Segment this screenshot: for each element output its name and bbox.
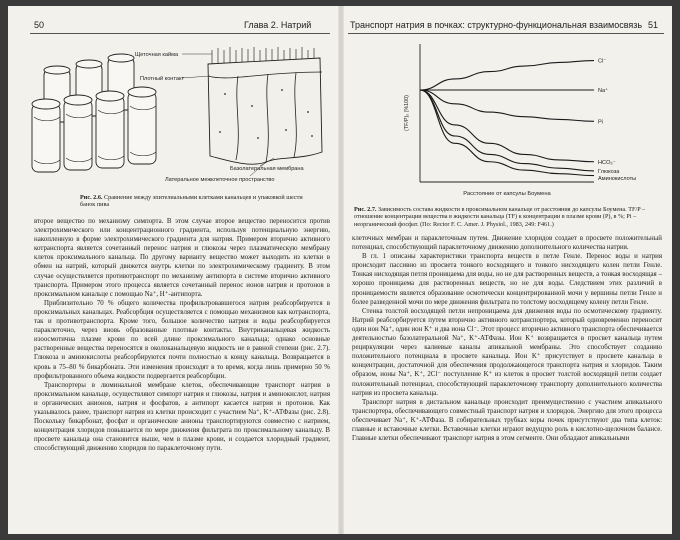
series-label-3: Pi xyxy=(598,119,603,126)
can-front-4 xyxy=(128,87,156,164)
series-label-2: Na⁺ xyxy=(598,88,609,94)
label-dense-contact: Плотный контакт xyxy=(140,76,185,82)
can-front-3 xyxy=(96,91,124,168)
left-paragraph-2: Приблизительно 70 % общего количества профильтровавшегося натрия реабсорбируется в проксимальных канальцах. Реабсорбция осуществляется с помощью механизмов как котранспорта, так и противотранспорта. Кроме того, большое количество натрия и воды реабсорбируется параклеточно, через вновь образованные плотные контакты. Внутриканальцевая жидкость изоосмотична плазме крови по всей длине проксимального канальца; однако основные растворенные вещества переносятся в околоканальцевую жидкость не в равной степени (рис. 2.7). Глюкоза и аминокислоты реабсорбируются почти полностью к концу канальца. Возвращается в кровь в 75–80 % бикарбоната. Эти изменения происходят в то время, когда лишь примерно 50 % профильтрованного объема жидкости подвергается реабсорбции. xyxy=(34,299,330,380)
six-pack-figure xyxy=(30,42,334,192)
series-label-5: Глюкоза xyxy=(598,168,620,175)
epithelial-cells xyxy=(208,58,322,164)
right-paragraph-4: Транспорт натрия в дистальном канальце происходит преимущественно с участием апикального транспортера, обеспечивающего совместный транспорт натрия и хлоридов. Энергию для этого процесса обеспечивает Na⁺, K⁺-АТФаза. В собирательных трубках коры почек присутствуют два типа клеток: главные и вставочные клетки. Вставочные клетки играют ведущую роль в кислотно-щелочном балансе. Главные клетки обеспечивают транспорт натрия в этом сегменте. Они обладают апикальными xyxy=(352,398,662,443)
figure-2-6-caption xyxy=(80,194,316,209)
series-label-6: Аминокислоты xyxy=(598,175,637,182)
figure-2-7-number: Рис. 2.7. xyxy=(354,206,377,213)
right-running-head: Транспорт натрия в почках: структурно-функциональная взаимосвязь xyxy=(350,20,643,30)
label-lateral-space: Латеральное межклеточное пространство xyxy=(165,177,275,183)
series-line-3 xyxy=(420,90,594,121)
can-front-1 xyxy=(32,99,60,172)
left-page-number: 50 xyxy=(34,20,45,30)
right-page-number: 51 xyxy=(648,20,659,30)
can-front-2 xyxy=(64,95,92,170)
book-spread xyxy=(8,6,672,534)
left-page xyxy=(8,6,338,534)
label-brush-border: Щеточная кайма xyxy=(135,52,179,58)
tubule-composition-chart xyxy=(348,38,664,206)
figure-2-7-caption xyxy=(354,206,660,228)
left-running-head: Глава 2. Натрий xyxy=(244,20,312,30)
figure-2-6-number: Рис. 2.6. xyxy=(80,194,103,201)
x-axis-label: Расстояние от капсулы Боумена xyxy=(463,191,551,197)
left-paragraph-1: второе вещество по механизму симпорта. В этом случае второе вещество переносится против электрохимического или концентрационного градиента, используя потенциальную энергию, накопленную в форме электрохимического градиента для натрия. Примером вторично активного котранспорта является сочетанный перенос натрия и глюкозы через плазматическую мембрану клеток проксимального канальца. По другому варианту вещество может выходить из клетки в обмен на натрий, который движется внутрь клетки по электрохимическому градиенту. В этом случае осуществляется противотранспорт по механизму антипорта в системе вторично активного транспорта. Примером этого процесса является сочетанный перенос ионов натрия и протонов в проксимальном канальце с помощью Na⁺, H⁺-антипорта. xyxy=(34,218,330,298)
figure-2-6-text: Сравнение между эпителиальными клетками канальцев и упаковкой шести банок пива xyxy=(80,194,303,209)
right-header-rule xyxy=(348,33,664,34)
figure-2-7-text: Зависимость состава жидкости в проксимальном канальце от расстояния до капсулы Боумена. TF/P – отношение концентрации вещества в жидкости канальца (TF) к концентрации в плазме крови (P), в %; Pi – неорганический фосфат. (По: Rector F. C. Amer. J. Physiol., 1983, 249: F461.) xyxy=(354,206,646,228)
y-axis-label: (TF/P)ₓ (%100) xyxy=(404,95,410,131)
left-header-rule xyxy=(30,33,330,34)
right-body-text xyxy=(352,234,662,443)
right-page xyxy=(344,6,672,534)
series-line-4 xyxy=(420,90,594,162)
series-label-1: Cl⁻ xyxy=(598,58,607,65)
right-paragraph-1: клеточных мембран и параклеточным путем. Движение хлоридов создает в просвете положительный потенциал, способствующий параклеточному движению дополнительного количества натрия. xyxy=(352,235,662,252)
right-paragraph-3: Стенка толстой восходящей петли непроницаема для движения воды по осмотическому градиенту. Натрий реабсорбируется путем вторично активного котранспортера, который одновременно переносит один ион Na⁺, один ион K⁺ и два иона Cl⁻. Этот процесс вторично активного транспорта обеспечивается деятельностью базолатеральной Na⁺, K⁺-АТФазы. Ион K⁺ возвращается в просвет канальца путем рециркуляции через калиевые каналы апикальной мембраны. Это способствует созданию положительного потенциала в просвете канальца. Ион K⁺ присутствует в просвете канальца в концентрации, достаточной для обеспечения продолжающегося транспорта натрия и хлоридов. Таким образом, ионы Na⁺, K⁺, 2Cl⁻ поступление K⁺ из клеток в просвет толстой восходящей петли создает положительный потенциал, способствующий параклеточному транспорту дополнительного количества натрия из просвета канальца. xyxy=(352,307,662,397)
right-paragraph-2: В гл. 1 описаны характеристики транспорта веществ в петле Генле. Перенос воды и натрия происходит пассивно из просвета тонкого восходящего и тонкого нисходящего колен петли Генле. Тонкая нисходящая петля проницаема для воды, но не для растворенных веществ, а тонкая восходящая – хорошо проницаема для растворенных веществ, но не для воды. Следствием этих различий в проницаемости является образование осмотически концентрированной мочи у вершины петли Генле и более разведенной мочи по мере движения фильтрата по толстому восходящему колену петли Генле. xyxy=(352,253,662,306)
left-body-text xyxy=(34,217,330,453)
series-line-1 xyxy=(420,61,594,90)
left-paragraph-3: Транспортеры в люминальной мембране клеток, обеспечивающие транспорт натрия в проксимальном канальце, осуществляют симпорт натрия и глюкозы, натрия и аминокислот, натрия и органических анионов, натрия и фосфатов, а антипорт касается натрия и протонов. Как указывалось ранее, транспорт натрия из клетки происходит с участием Na⁺, K⁺-АТФазы (рис. 2.8). Поскольку бикарбонат, фосфат и органические анионы транспортируются совместно с натрием, концентрация хлоридов повышается по мере движения фильтрата по проксимальному канальцу. В просвете канальца она становится выше, чем в плазме крови, и создается хлоридный градиент, способствующий движению хлоридов по параклеточному пути. xyxy=(34,381,330,453)
series-label-4: HCO₃⁻ xyxy=(598,159,616,166)
label-basolateral-membrane: Базолатеральная мембрана xyxy=(230,166,304,172)
